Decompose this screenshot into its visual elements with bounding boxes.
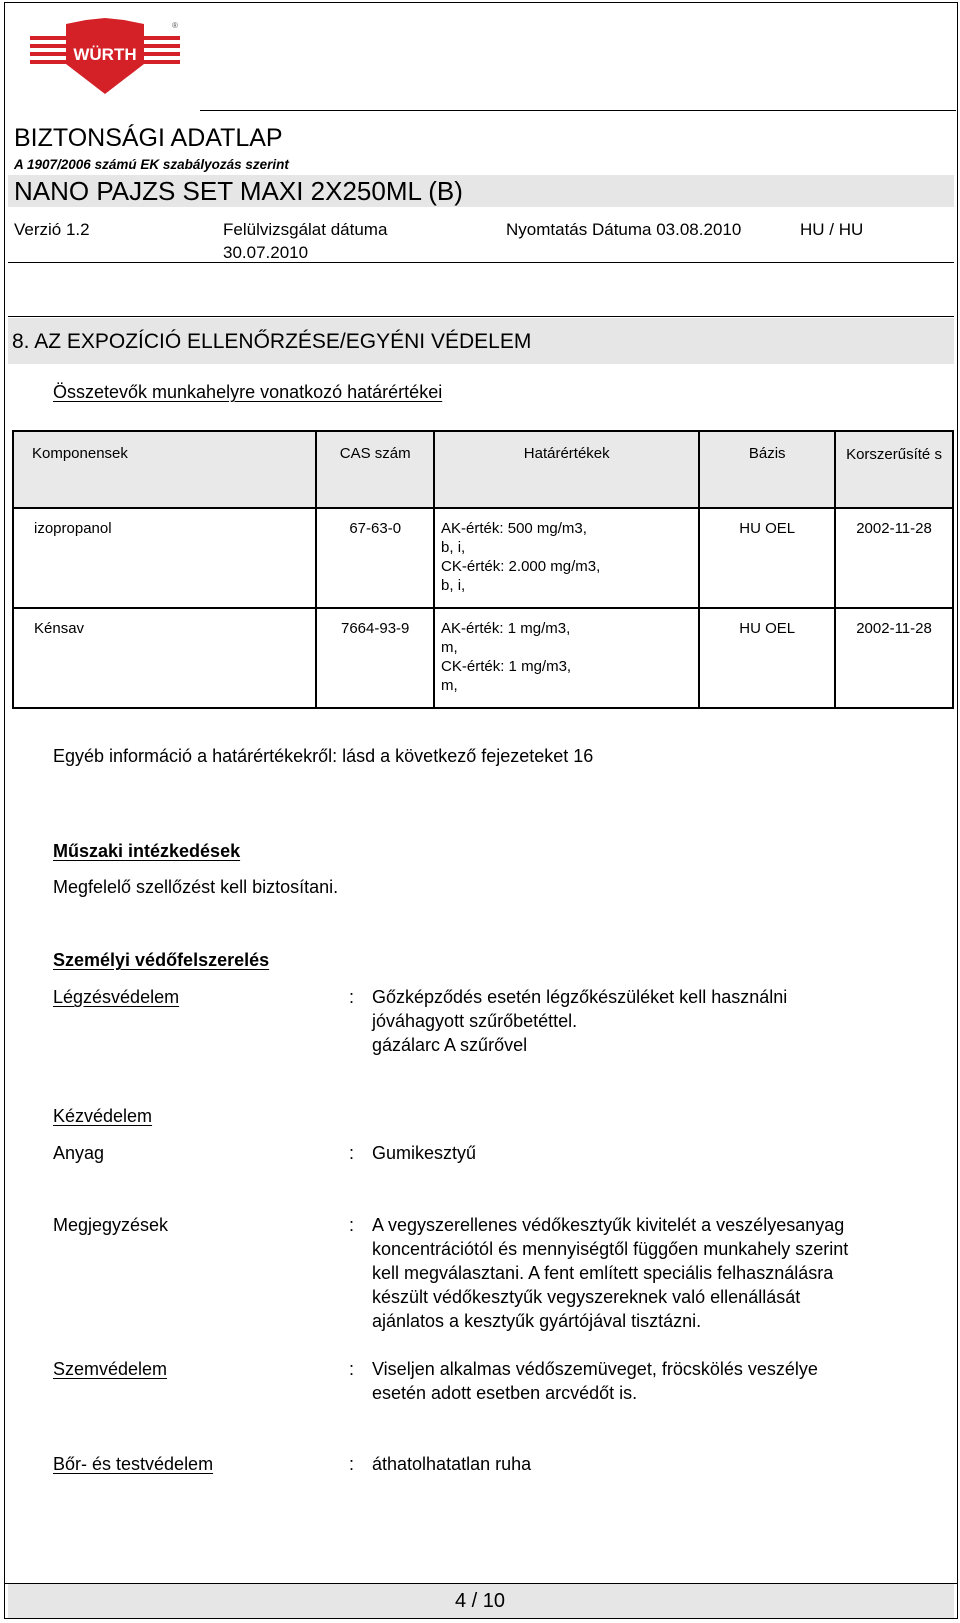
eye-label: Szemvédelem <box>53 1359 168 1379</box>
notes-label: Megjegyzések <box>53 1215 169 1235</box>
text-line: készült védőkesztyűk vegyszereknek való ellenállását <box>372 1287 801 1307</box>
header-divider <box>8 262 954 263</box>
skin-value: áthatolhatatlan ruha <box>372 1454 532 1474</box>
text-line: Gőzképződés esetén légzőkészüléket kell használni <box>372 987 788 1007</box>
limits-heading: Összetevők munkahelyre vonatkozó határértékei <box>53 382 443 402</box>
page-number: 4 / 10 <box>454 1590 506 1612</box>
document-subtitle: A 1907/2006 számú EK szabályozás szerint <box>14 157 289 172</box>
cell-limits <box>434 508 699 608</box>
skin-label: Bőr- és testvédelem <box>53 1454 214 1474</box>
cell-cas: 7664-93-9 <box>316 608 434 708</box>
material-value: Gumikesztyű <box>372 1143 477 1163</box>
review-label: Felülvizsgálat dátuma <box>223 220 388 239</box>
table-row <box>13 508 953 608</box>
limit-line: m, <box>441 677 458 694</box>
notes-text <box>372 1213 848 1333</box>
logo-text: WÜRTH <box>73 45 137 64</box>
cell-basis: HU OEL <box>699 508 835 608</box>
table-header-row <box>13 431 953 508</box>
cell-updated: 2002-11-28 <box>835 608 953 708</box>
limit-line: b, i, <box>441 539 466 556</box>
limit-line: AK-érték: 500 mg/m3, <box>441 520 587 537</box>
text-line: esetén adott esetben arcvédőt is. <box>372 1383 638 1403</box>
limits-table <box>12 430 954 709</box>
col-limits: Határértékek <box>434 431 699 508</box>
cell-cas: 67-63-0 <box>316 508 434 608</box>
document-title: BIZTONSÁGI ADATLAP <box>14 124 283 152</box>
colon: : <box>349 1359 355 1379</box>
table-row <box>13 608 953 708</box>
limit-line: AK-érték: 1 mg/m3, <box>441 620 571 637</box>
cell-basis: HU OEL <box>699 608 835 708</box>
print-date: Nyomtatás Dátuma 03.08.2010 <box>506 220 742 239</box>
col-cas: CAS szám <box>316 431 434 508</box>
respiratory-text <box>372 985 787 1057</box>
header-rule <box>200 110 956 111</box>
limit-line: b, i, <box>441 577 466 594</box>
colon: : <box>349 1215 355 1235</box>
limit-line: CK-érték: 2.000 mg/m3, <box>441 558 601 575</box>
locale: HU / HU <box>800 220 864 239</box>
svg-text:®: ® <box>172 21 178 30</box>
review-date: 30.07.2010 <box>223 243 309 262</box>
text-line: kell megválasztani. A fent említett speciális felhasználásra <box>372 1263 834 1283</box>
cell-component: izopropanol <box>13 508 316 608</box>
text-line: gázálarc A szűrővel <box>372 1035 528 1055</box>
cell-updated: 2002-11-28 <box>835 508 953 608</box>
text-line: ajánlatos a kesztyűk gyártójával tisztázni. <box>372 1311 702 1331</box>
text-line: jóváhagyott szűrőbetéttel. <box>372 1011 578 1031</box>
wurth-logo <box>30 18 180 96</box>
engineering-text: Megfelelő szellőzést kell biztosítani. <box>53 877 339 897</box>
text-line: A vegyszerellenes védőkesztyűk kivitelét a veszélyesanyag <box>372 1215 845 1235</box>
limit-line: CK-érték: 1 mg/m3, <box>441 658 572 675</box>
respiratory-label: Légzésvédelem <box>53 987 180 1007</box>
colon: : <box>349 1143 355 1163</box>
text-line: Viseljen alkalmas védőszemüveget, fröcskölés veszélye <box>372 1359 818 1379</box>
text-line: koncentrációtól és mennyiségtől függően munkahely szerint <box>372 1239 849 1259</box>
material-label: Anyag <box>53 1143 105 1163</box>
other-info: Egyéb információ a határértékekről: lásd a következő fejezeteket 16 <box>53 746 594 766</box>
version: Verzió 1.2 <box>14 220 90 239</box>
product-name: NANO PAJZS SET MAXI 2X250ML (B) <box>14 176 463 206</box>
hand-label: Kézvédelem <box>53 1106 153 1126</box>
engineering-heading: Műszaki intézkedések <box>53 841 241 861</box>
cell-component: Kénsav <box>13 608 316 708</box>
colon: : <box>349 987 355 1007</box>
ppe-heading: Személyi védőfelszerelés <box>53 950 270 970</box>
header-divider-bottom <box>8 316 954 317</box>
cell-limits <box>434 608 699 708</box>
eye-text <box>372 1357 818 1405</box>
limit-line: m, <box>441 639 458 656</box>
col-basis: Bázis <box>699 431 835 508</box>
col-components: Komponensek <box>13 431 316 508</box>
section-title: 8. AZ EXPOZÍCIÓ ELLENŐRZÉSE/EGYÉNI VÉDELEM <box>12 330 532 353</box>
colon: : <box>349 1454 355 1474</box>
col-updated: Korszerűsíté s <box>835 431 953 508</box>
